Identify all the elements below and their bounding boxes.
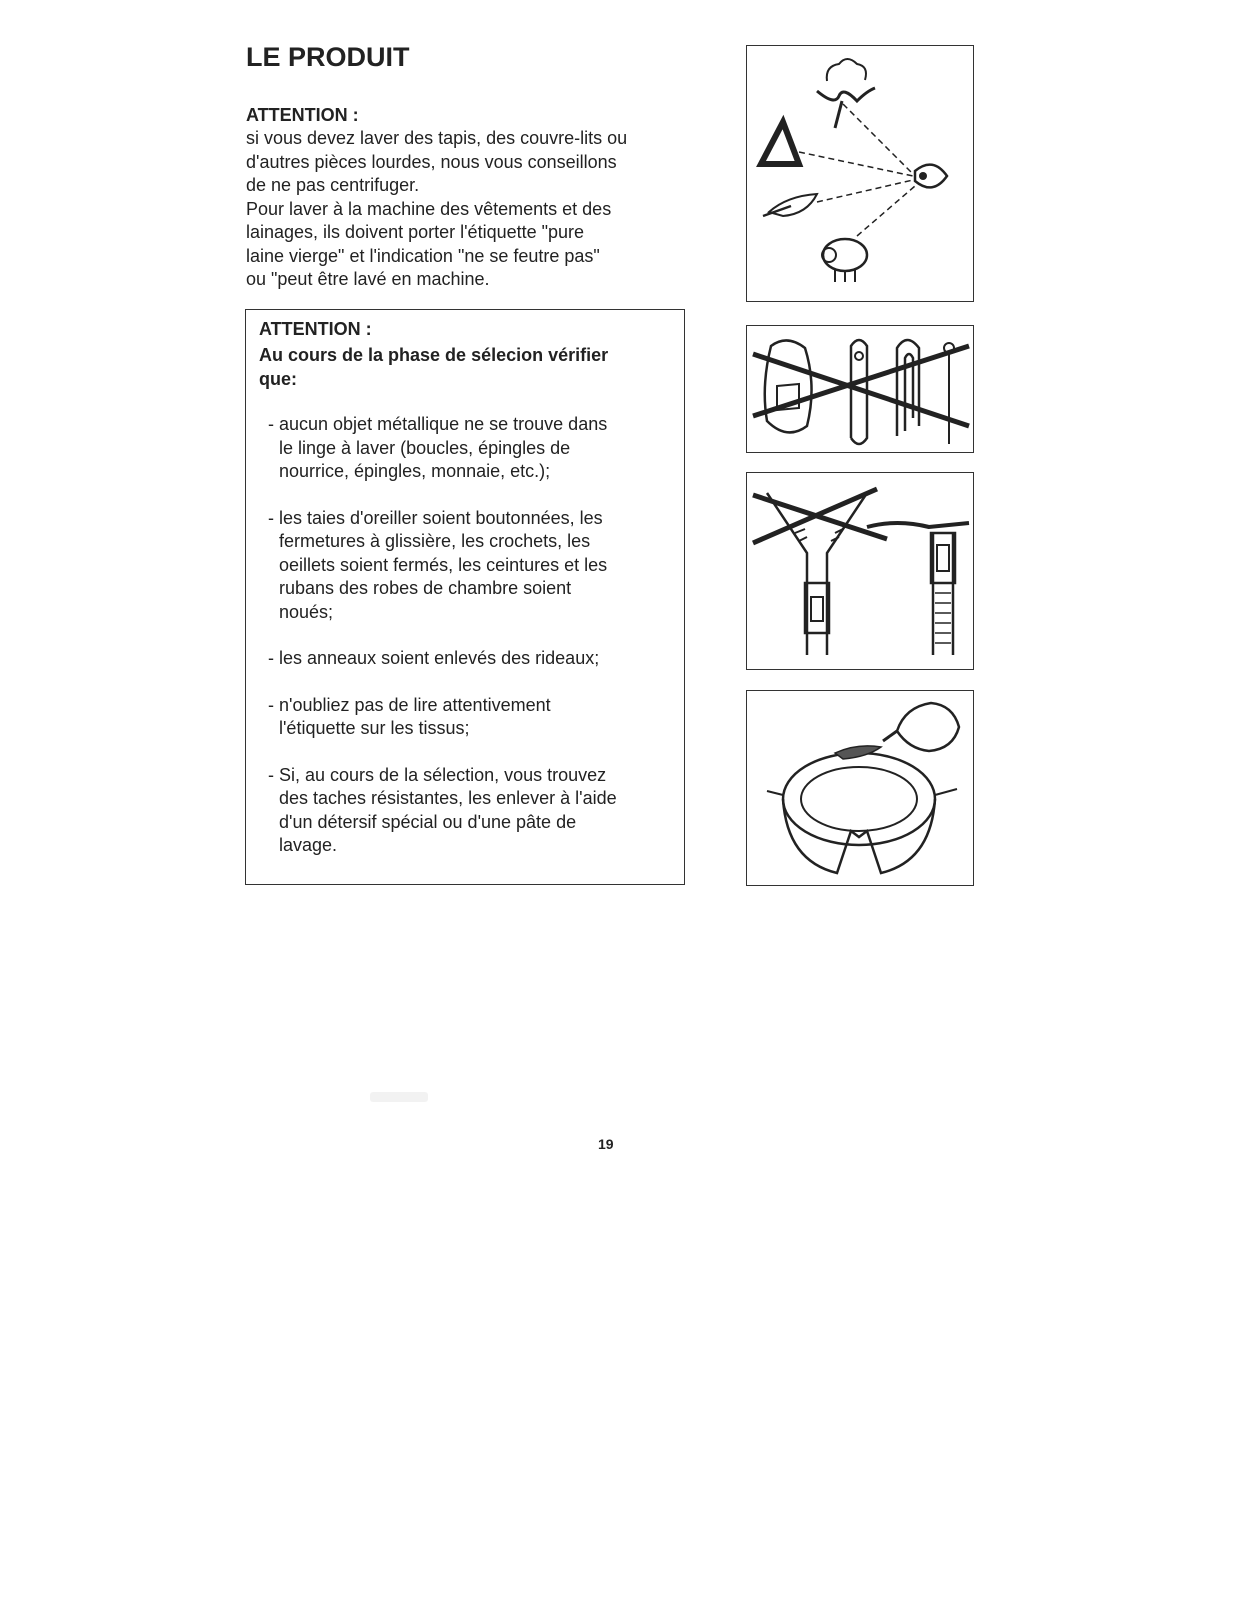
bullet-line: le linge à laver (boucles, épingles de (279, 437, 571, 458)
warning-heading: ATTENTION : (259, 319, 372, 339)
bullet-line: des taches résistantes, les enlever à l'aide (279, 788, 617, 808)
zipper-close-icon (747, 473, 975, 671)
intro-line: ou "peut être lavé en machine. (246, 269, 490, 289)
intro-line: laine vierge" et l'indication "ne se feutre pas" (246, 245, 600, 266)
bullet-item (268, 647, 680, 671)
fabric-sorting-icon (747, 46, 975, 303)
bullet-line: fermetures à glissière, les crochets, les (279, 531, 591, 551)
zipper-illustration (746, 472, 974, 670)
bullet-line: - les taies d'oreiller soient boutonnées, les (268, 507, 603, 528)
bullet-item (268, 694, 680, 741)
bullet-item (268, 413, 680, 484)
no-metal-objects-illustration (746, 325, 974, 453)
bullet-line: - n'oubliez pas de lire attentivement (268, 694, 551, 715)
warning-subheading-line: que: (259, 369, 297, 389)
bullet-line: oeillets soient fermés, les ceintures et les (279, 554, 608, 575)
bullet-line: - Si, au cours de la sélection, vous trouvez (268, 764, 607, 785)
no-metal-objects-icon (747, 326, 975, 454)
bullet-line: - les anneaux soient enlevés des rideaux; (268, 648, 600, 668)
bullet-line: noués; (279, 601, 334, 622)
intro-line: de ne pas centrifuger. (246, 175, 420, 195)
stain-treatment-illustration (746, 690, 974, 886)
bullet-item (268, 507, 680, 625)
bullet-item (268, 764, 680, 858)
intro-section (246, 104, 706, 292)
warning-subheading (259, 343, 679, 391)
bullet-line: l'étiquette sur les tissus; (279, 718, 470, 738)
bullet-line: nourrice, épingles, monnaie, etc.); (279, 461, 551, 481)
page-title: LE PRODUIT (246, 42, 410, 72)
intro-line: si vous devez laver des tapis, des couvre-lits ou (246, 128, 628, 148)
bullet-line: - aucun objet métallique ne se trouve dans (268, 414, 608, 434)
warning-box (245, 309, 685, 885)
scan-smudge (370, 1092, 428, 1102)
bullet-line: lavage. (279, 835, 338, 855)
warning-bullet-list (268, 413, 680, 881)
stain-treatment-icon (747, 691, 975, 887)
intro-line: lainages, ils doivent porter l'étiquette "pure (246, 222, 585, 242)
page-number: 19 (598, 1136, 614, 1152)
intro-line: d'autres pièces lourdes, nous vous conseillons (246, 151, 617, 172)
intro-heading: ATTENTION : (246, 105, 359, 125)
fabric-sorting-illustration (746, 45, 974, 302)
intro-line: Pour laver à la machine des vêtements et des (246, 198, 612, 219)
bullet-line: rubans des robes de chambre soient (279, 578, 572, 598)
bullet-line: d'un détersif spécial ou d'une pâte de (279, 811, 577, 832)
warning-subheading-line: Au cours de la phase de sélecion vérifier (259, 345, 609, 365)
